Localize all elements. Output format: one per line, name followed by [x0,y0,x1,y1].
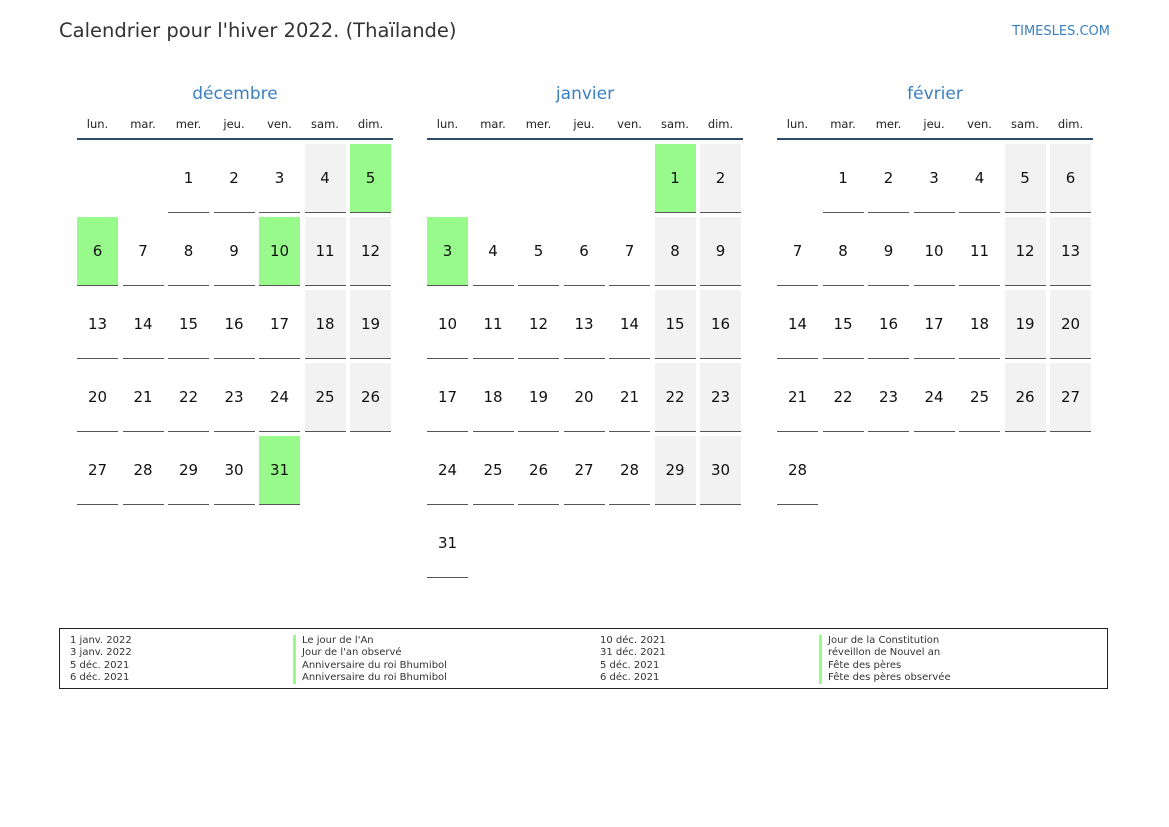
legend-holiday-name: Fête des pères [819,660,951,672]
legend-date: 6 déc. 2021 [70,671,130,683]
day-cell: 19 [350,290,391,359]
legend-date: 1 janv. 2022 [70,635,132,646]
day-cell: 22 [168,363,209,432]
empty-cell [609,144,650,213]
legend-date: 3 janv. 2022 [70,647,132,659]
day-grid [427,144,743,578]
legend-holiday-name: réveillon de Nouvel an [819,647,951,659]
day-cell: 16 [700,290,741,359]
holiday-day-cell: 10 [259,217,300,286]
day-cell: 27 [1050,363,1091,432]
weekday-header [777,116,1093,140]
day-cell: 21 [609,363,650,432]
weekday-label: mar. [480,117,506,131]
day-cell: 4 [473,217,514,286]
day-cell: 17 [259,290,300,359]
day-cell: 7 [777,217,818,286]
day-cell: 26 [350,363,391,432]
day-cell: 15 [168,290,209,359]
day-cell: 11 [959,217,1000,286]
holiday-day-cell: 31 [259,436,300,505]
day-cell: 28 [609,436,650,505]
empty-cell [564,144,605,213]
day-cell: 9 [700,217,741,286]
day-cell: 8 [823,217,864,286]
day-cell: 24 [914,363,955,432]
day-cell: 1 [823,144,864,213]
legend-dates-left [70,635,132,684]
day-cell: 2 [214,144,255,213]
day-cell: 23 [868,363,909,432]
day-cell: 20 [77,363,118,432]
month-name: décembre [192,84,278,104]
day-cell: 5 [518,217,559,286]
legend-holiday-name: Jour de la Constitution [819,635,951,647]
day-cell: 8 [168,217,209,286]
day-cell: 19 [518,363,559,432]
day-cell: 15 [823,290,864,359]
day-cell: 25 [959,363,1000,432]
day-cell: 13 [564,290,605,359]
day-cell: 11 [305,217,346,286]
legend-dates-right [600,635,666,684]
weekday-label: sam. [1011,117,1039,131]
day-cell: 4 [959,144,1000,213]
weekday-label: jeu. [223,117,245,131]
weekday-label: mar. [830,117,856,131]
day-cell: 12 [350,217,391,286]
day-cell: 29 [655,436,696,505]
weekday-label: mer. [175,117,202,131]
day-cell: 26 [1005,363,1046,432]
month-name: janvier [555,84,615,104]
site-link[interactable]: TIMESLES.COM [1012,24,1110,39]
day-cell: 31 [427,509,468,578]
day-cell: 11 [473,290,514,359]
empty-cell [123,144,164,213]
day-cell: 23 [214,363,255,432]
day-cell: 25 [305,363,346,432]
legend-holiday-name: Anniversaire du roi Bhumibol [293,672,447,684]
day-grid [777,144,1093,505]
legend-date: 10 déc. 2021 [600,635,666,646]
weekday-label: ven. [617,117,642,131]
day-cell: 28 [123,436,164,505]
holiday-day-cell: 3 [427,217,468,286]
month-december [77,82,393,505]
day-cell: 6 [1050,144,1091,213]
legend-names-right [819,635,951,684]
day-cell: 18 [305,290,346,359]
weekday-label: mer. [525,117,552,131]
weekday-label: sam. [661,117,689,131]
day-cell: 21 [123,363,164,432]
day-cell: 23 [700,363,741,432]
weekday-label: mer. [875,117,902,131]
legend-date: 5 déc. 2021 [70,659,130,671]
legend-names-left [293,635,447,684]
legend-date: 6 déc. 2021 [600,671,660,683]
day-cell: 13 [77,290,118,359]
legend-holiday-name: Le jour de l'An [293,635,447,647]
weekday-label: jeu. [573,117,595,131]
day-cell: 12 [1005,217,1046,286]
weekday-label: ven. [267,117,292,131]
weekday-label: ven. [967,117,992,131]
empty-cell [473,144,514,213]
day-cell: 14 [123,290,164,359]
weekday-label: mar. [130,117,156,131]
weekday-label: dim. [357,117,384,131]
day-cell: 14 [777,290,818,359]
weekday-label: dim. [707,117,734,131]
weekday-label: lun. [786,117,809,131]
day-cell: 7 [609,217,650,286]
day-cell: 24 [259,363,300,432]
day-cell: 2 [700,144,741,213]
day-cell: 30 [214,436,255,505]
day-cell: 22 [655,363,696,432]
day-cell: 27 [564,436,605,505]
month-january [427,82,743,578]
empty-cell [777,144,818,213]
day-cell: 20 [1050,290,1091,359]
month-february [777,82,1093,505]
day-cell: 25 [473,436,514,505]
day-cell: 16 [214,290,255,359]
day-cell: 4 [305,144,346,213]
day-cell: 7 [123,217,164,286]
day-cell: 18 [959,290,1000,359]
empty-cell [427,144,468,213]
day-grid [77,144,393,505]
weekday-label: jeu. [923,117,945,131]
page-title: Calendrier pour l'hiver 2022. (Thaïlande) [59,19,457,42]
day-cell: 17 [427,363,468,432]
day-cell: 28 [777,436,818,505]
day-cell: 16 [868,290,909,359]
day-cell: 27 [77,436,118,505]
weekday-label: lun. [436,117,459,131]
day-cell: 30 [700,436,741,505]
day-cell: 3 [914,144,955,213]
day-cell: 12 [518,290,559,359]
legend-date: 31 déc. 2021 [600,647,666,659]
weekday-label: lun. [86,117,109,131]
day-cell: 26 [518,436,559,505]
holiday-day-cell: 1 [655,144,696,213]
day-cell: 6 [564,217,605,286]
day-cell: 13 [1050,217,1091,286]
legend-holiday-name: Jour de l'an observé [293,647,447,659]
empty-cell [77,144,118,213]
day-cell: 22 [823,363,864,432]
day-cell: 21 [777,363,818,432]
legend-date: 5 déc. 2021 [600,659,660,671]
day-cell: 10 [914,217,955,286]
day-cell: 3 [259,144,300,213]
holiday-day-cell: 5 [350,144,391,213]
weekday-header [427,116,743,140]
weekday-label: sam. [311,117,339,131]
day-cell: 9 [214,217,255,286]
day-cell: 17 [914,290,955,359]
day-cell: 9 [868,217,909,286]
day-cell: 19 [1005,290,1046,359]
day-cell: 20 [564,363,605,432]
day-cell: 5 [1005,144,1046,213]
day-cell: 8 [655,217,696,286]
day-cell: 15 [655,290,696,359]
day-cell: 10 [427,290,468,359]
day-cell: 14 [609,290,650,359]
legend-holiday-name: Fête des pères observée [819,672,951,684]
empty-cell [518,144,559,213]
day-cell: 2 [868,144,909,213]
day-cell: 29 [168,436,209,505]
holiday-day-cell: 6 [77,217,118,286]
month-name: février [907,84,963,104]
legend-holiday-name: Anniversaire du roi Bhumibol [293,660,447,672]
weekday-label: dim. [1057,117,1084,131]
day-cell: 18 [473,363,514,432]
day-cell: 24 [427,436,468,505]
weekday-header [77,116,393,140]
day-cell: 1 [168,144,209,213]
holiday-legend [59,628,1108,689]
